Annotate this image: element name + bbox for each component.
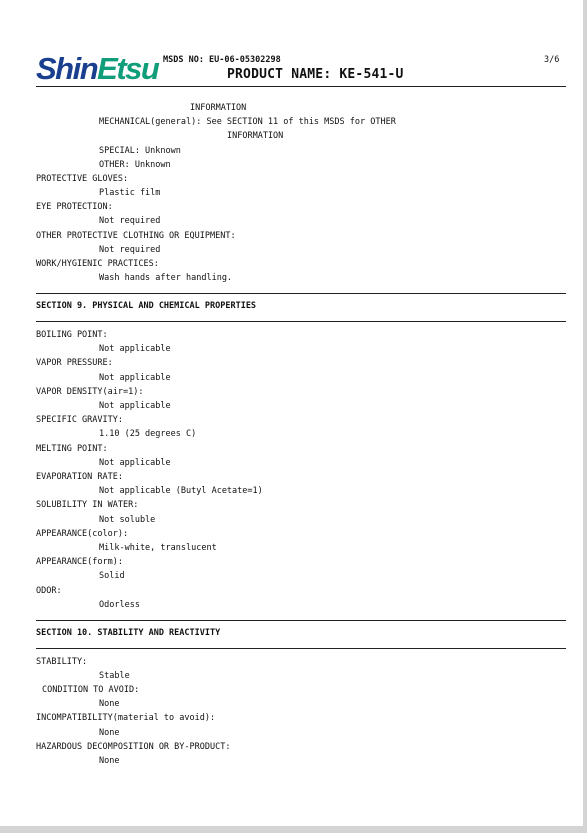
text-line: Not applicable (Butyl Acetate=1) — [99, 486, 263, 496]
text-line: Solid — [99, 571, 125, 581]
text-line: Milk-white, translucent — [99, 543, 217, 553]
text-line: EVAPORATION RATE: — [36, 472, 123, 482]
text-line: MELTING POINT: — [36, 444, 108, 454]
text-line: Not required — [99, 245, 161, 255]
text-line: None — [99, 756, 120, 766]
text-line: APPEARANCE(form): — [36, 557, 123, 567]
text-line: Plastic film — [99, 188, 161, 198]
text-line: CONDITION TO AVOID: — [42, 685, 140, 695]
page-number: 3/6 — [544, 55, 560, 65]
text-line: None — [99, 728, 120, 738]
text-line: BOILING POINT: — [36, 330, 108, 340]
text-line: SPECIFIC GRAVITY: — [36, 415, 123, 425]
text-line: SOLUBILITY IN WATER: — [36, 500, 139, 510]
text-line: VAPOR PRESSURE: — [36, 358, 113, 368]
text-line: EYE PROTECTION: — [36, 202, 113, 212]
text-line: APPEARANCE(color): — [36, 529, 129, 539]
text-line: HAZARDOUS DECOMPOSITION OR BY-PRODUCT: — [36, 742, 231, 752]
text-line: Wash hands after handling. — [99, 273, 233, 283]
text-line: SPECIAL: Unknown — [99, 146, 181, 156]
msds-number: MSDS NO: EU-06-05302298 — [163, 55, 281, 65]
text-line: Not applicable — [99, 458, 171, 468]
text-line: OTHER PROTECTIVE CLOTHING OR EQUIPMENT: — [36, 231, 236, 241]
section-10-divider-top — [36, 620, 566, 621]
text-line: ODOR: — [36, 586, 62, 596]
section-heading: SECTION 10. STABILITY AND REACTIVITY — [36, 628, 221, 638]
text-line: Odorless — [99, 600, 140, 610]
text-line: OTHER: Unknown — [99, 160, 171, 170]
text-line: INFORMATION — [190, 103, 247, 113]
text-line: WORK/HYGIENIC PRACTICES: — [36, 259, 159, 269]
text-line: Not soluble — [99, 515, 156, 525]
text-line: INFORMATION — [227, 131, 284, 141]
text-line: MECHANICAL(general): See SECTION 11 of this MSDS for OTHER — [99, 117, 396, 127]
text-line: Not applicable — [99, 344, 171, 354]
text-line: VAPOR DENSITY(air=1): — [36, 387, 144, 397]
header-divider — [36, 86, 566, 87]
text-line: 1.10 (25 degrees C) — [99, 429, 197, 439]
section-9-divider-top — [36, 293, 566, 294]
section-10-divider-bottom — [36, 648, 566, 649]
shin-etsu-logo: ShinEtsu — [36, 51, 159, 86]
product-name: PRODUCT NAME: KE-541-U — [227, 67, 404, 82]
text-line: STABILITY: — [36, 657, 88, 667]
section-9-divider-bottom — [36, 321, 566, 322]
text-line: PROTECTIVE GLOVES: — [36, 174, 129, 184]
text-line: Stable — [99, 671, 130, 681]
section-heading: SECTION 9. PHYSICAL AND CHEMICAL PROPERTIES — [36, 301, 257, 311]
text-line: Not required — [99, 216, 161, 226]
text-line: Not applicable — [99, 401, 171, 411]
text-line: INCOMPATIBILITY(material to avoid): — [36, 713, 216, 723]
text-line: Not applicable — [99, 373, 171, 383]
text-line: None — [99, 699, 120, 709]
